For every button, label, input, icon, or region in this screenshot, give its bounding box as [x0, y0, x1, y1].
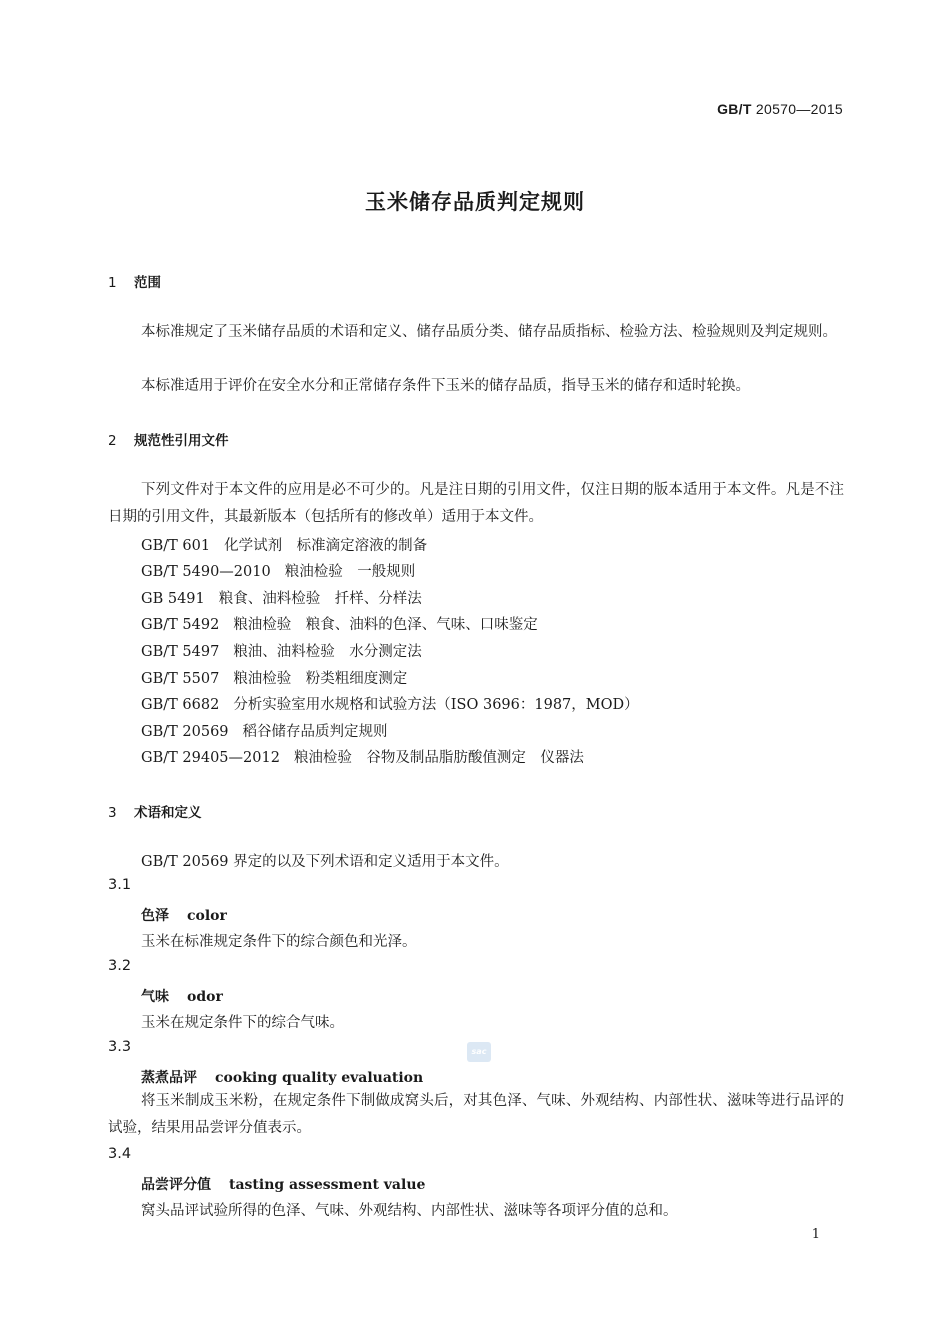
term-heading: [141, 986, 223, 1006]
term-definition: 玉米在标准规定条件下的综合颜色和光泽。: [141, 934, 417, 950]
section-number: 2: [108, 433, 117, 449]
term-heading: [141, 1174, 425, 1194]
section-number: 1: [108, 275, 117, 291]
reference-title: 粮油、油料检验 水分测定法: [233, 644, 422, 660]
term-zh: 气味: [141, 989, 169, 1005]
term-en: cooking quality evaluation: [215, 1070, 424, 1086]
section-number: 3: [108, 805, 117, 821]
section-1-heading: [108, 271, 161, 291]
paragraph: 本标准适用于评价在安全水分和正常储存条件下玉米的储存品质，指导玉米的储存和适时轮换。: [141, 378, 750, 394]
standard-code-number: 20570—2015: [755, 101, 843, 117]
term-zh: 蒸煮品评: [141, 1070, 197, 1086]
clause-number: 3.2: [108, 958, 132, 974]
reference-code: GB/T 5497: [141, 644, 220, 660]
section-2-heading: [108, 429, 229, 449]
reference-title: 化学试剂 标准滴定溶液的制备: [224, 538, 428, 554]
reference-item: [141, 613, 538, 634]
reference-item: [141, 640, 422, 661]
paragraph: 本标准规定了玉米储存品质的术语和定义、储存品质分类、储存品质指标、检验方法、检验规则及判定规则。: [141, 324, 837, 340]
reference-title: 粮食、油料检验 扦样、分样法: [218, 591, 422, 607]
standard-code-prefix: GB/T: [717, 101, 752, 117]
reference-code: GB/T 20569: [141, 724, 229, 740]
term-heading: [141, 905, 227, 925]
paragraph: 下列文件对于本文件的应用是必不可少的。凡是注日期的引用文件，仅注日期的版本适用于本文件。凡是不注日期的引用文件，其最新版本（包括所有的修改单）适用于本文件。: [108, 482, 844, 525]
section-title: 规范性引用文件: [134, 433, 229, 449]
section-title: 范围: [134, 275, 161, 291]
term-definition: 玉米在规定条件下的综合气味。: [141, 1015, 344, 1031]
term-en: color: [187, 908, 227, 924]
reference-code: GB/T 601: [141, 538, 211, 554]
reference-item: [141, 746, 584, 767]
reference-code: GB/T 6682: [141, 697, 220, 713]
reference-code: GB/T 5492: [141, 617, 220, 633]
reference-title: 稻谷储存品质判定规则: [242, 724, 388, 740]
reference-title: 粮油检验 谷物及制品脂肪酸值测定 仪器法: [293, 750, 584, 766]
term-en: tasting assessment value: [229, 1177, 426, 1193]
reference-title: 粮油检验 粉类粗细度测定: [233, 671, 408, 687]
document-title: 玉米储存品质判定规则: [365, 190, 585, 214]
reference-title: 粮油检验 粮食、油料的色泽、气味、口味鉴定: [233, 617, 538, 633]
section-3-heading: [108, 801, 202, 821]
reference-code: GB/T 5507: [141, 671, 220, 687]
section-title: 术语和定义: [134, 805, 202, 821]
reference-code: GB/T 29405—2012: [141, 750, 280, 766]
reference-item: [141, 587, 422, 608]
reference-title: 分析实验室用水规格和试验方法（ISO 3696：1987，MOD）: [233, 697, 639, 713]
page-number: 1: [811, 1227, 820, 1242]
term-en: odor: [187, 989, 223, 1005]
term-definition: 将玉米制成玉米粉，在规定条件下制做成窝头后，对其色泽、气味、外观结构、内部性状、滋味等进行品评的试验，结果用品尝评分值表示。: [108, 1093, 844, 1136]
term-heading: [141, 1067, 423, 1087]
reference-item: [141, 534, 427, 555]
reference-code: GB/T 5490—2010: [141, 564, 271, 580]
term-zh: 色泽: [141, 908, 169, 924]
reference-item: [141, 720, 388, 741]
clause-number: 3.1: [108, 877, 132, 893]
term-zh: 品尝评分值: [141, 1177, 211, 1193]
reference-item: [141, 667, 407, 688]
section-intro: GB/T 20569 界定的以及下列术语和定义适用于本文件。: [141, 854, 509, 870]
term-definition: 窝头品评试验所得的色泽、气味、外观结构、内部性状、滋味等各项评分值的总和。: [141, 1203, 678, 1219]
reference-item: [141, 693, 639, 714]
standard-code: [717, 101, 843, 117]
clause-number: 3.4: [108, 1146, 132, 1162]
reference-code: GB 5491: [141, 591, 205, 607]
reference-item: [141, 560, 415, 581]
clause-number: 3.3: [108, 1039, 132, 1055]
sac-watermark: sac: [467, 1042, 491, 1062]
reference-title: 粮油检验 一般规则: [284, 564, 416, 580]
